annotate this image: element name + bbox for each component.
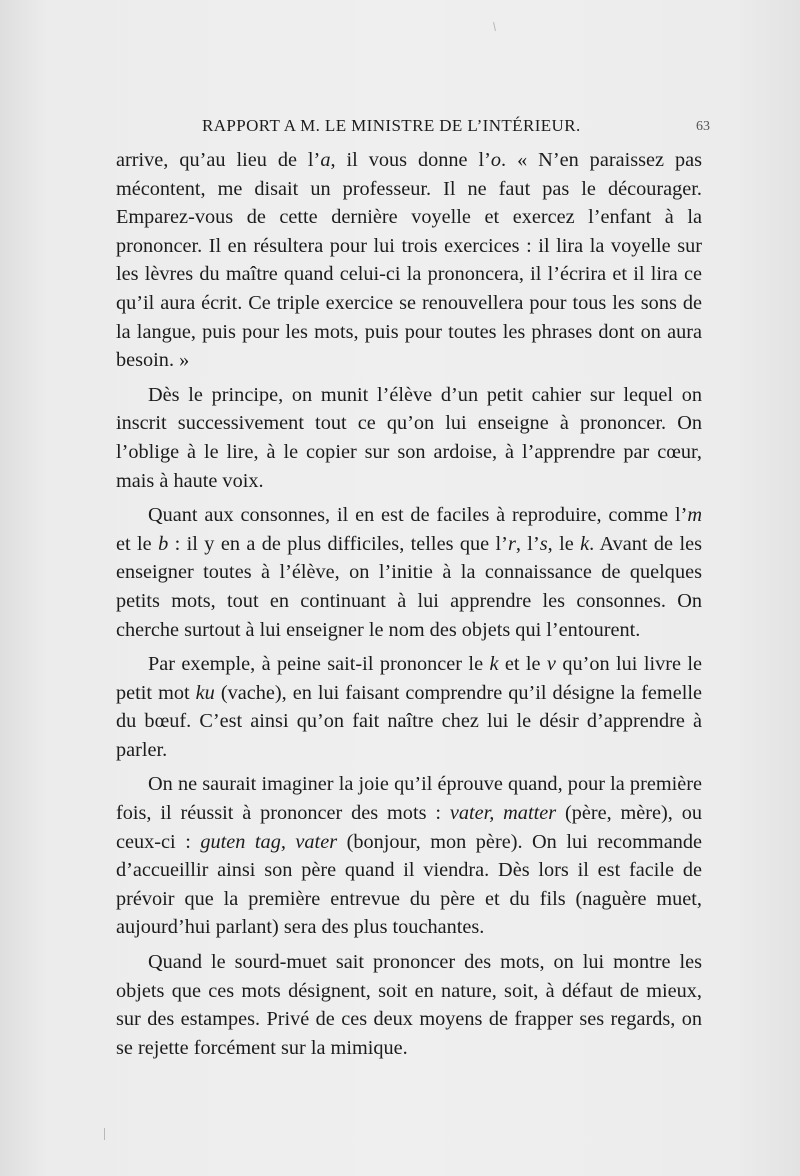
- paper-mark: [493, 22, 496, 31]
- paragraph: [116, 650, 702, 764]
- text-run: . Avant de les enseigner toutes à l’élève, on l’initie à la connaissance de quelques petits mots, tout en continuant à lui apprendre les consonnes. On cherche surtout à lui enseigner le nom des objets qui l’entourent.: [116, 532, 702, 641]
- text-run: Dès le principe, on munit l’élève d’un petit cahier sur lequel on inscrit successivement tout ce qu’on lui enseigne à prononcer. On l’oblige à le lire, à le copier sur son ardoise, à l’apprendre par cœur, mais à haute voix.: [116, 383, 702, 492]
- italic-text-run: k: [489, 653, 499, 676]
- text-run: et le: [498, 653, 547, 676]
- text-run: et le: [116, 532, 159, 555]
- italic-text-run: v: [546, 653, 556, 676]
- paragraph: [116, 381, 702, 495]
- text-run: , il vous donne l’: [330, 149, 491, 171]
- text-run: (bonjour, mon père). On lui recommande d’accueillir ainsi son père quand il viendra. Dès lors il est facile de prévoir que la première entrevue du père et du fils (naguère muet, aujourd’hui parlant) sera des plus touchantes.: [116, 830, 702, 939]
- text-run: , l’: [515, 532, 540, 555]
- italic-text-run: b: [158, 532, 169, 555]
- paragraph: [116, 146, 702, 375]
- italic-text-run: guten tag, vater: [200, 830, 338, 853]
- paper-mark: [104, 1128, 105, 1140]
- body-text: [116, 146, 702, 1062]
- text-run: qu’on lui livre le petit mot: [116, 653, 703, 704]
- text-run: arrive, qu’au lieu de l’: [116, 149, 321, 171]
- text-run: (vache), en lui faisant comprendre qu’il désigne la femelle du bœuf. C’est ainsi qu’on fait naître chez lui le désir d’apprendre à parler.: [116, 681, 702, 761]
- italic-text-run: s: [539, 532, 548, 555]
- italic-text-run: vater, matter: [449, 802, 557, 825]
- text-run: : il y en a de plus difficiles, telles que l’: [168, 532, 508, 555]
- paragraph: [116, 501, 702, 644]
- running-header: [118, 116, 710, 140]
- running-title: RAPPORT A M. LE MINISTRE DE L’INTÉRIEUR.: [202, 116, 581, 135]
- text-run: . « N’en paraissez pas mécontent, me disait un professeur. Il ne faut pas le décourager. Emparez-vous de cette dernière voyelle et exercez l’enfant à la prononcer. Il en résultera pour lui trois exercices : il lira la voyelle sur les lèvres du maître quand celui-ci la prononcera, il l’écrira et il lira ce qu’il aura écrit. Ce triple exercice se renouvellera pour tous les sons de la langue, puis pour les mots, puis pour toutes les phrases dont on aura besoin. »: [116, 149, 702, 372]
- text-run: , le: [547, 532, 581, 555]
- text-run: Quant aux consonnes, il en est de faciles à reproduire, comme l’: [148, 504, 688, 527]
- italic-text-run: r: [507, 532, 516, 555]
- italic-text-run: ku: [195, 681, 215, 704]
- paragraph: [116, 948, 702, 1062]
- italic-text-run: k: [580, 532, 590, 555]
- text-run: (père, mère), ou ceux-ci :: [116, 802, 703, 853]
- page-number: 63: [696, 119, 710, 134]
- italic-text-run: m: [687, 504, 702, 527]
- paragraph: [116, 770, 702, 942]
- text-run: Par exemple, à peine sait-il prononcer le: [148, 653, 490, 676]
- italic-text-run: a: [320, 149, 331, 171]
- text-run: Quand le sourd-muet sait prononcer des mots, on lui montre les objets que ces mots désignent, soit en nature, soit, à défaut de mieux, sur des estampes. Privé de ces deux moyens de frapper ses regards, on se rejette forcément sur la mimique.: [116, 951, 702, 1059]
- italic-text-run: o: [490, 149, 502, 171]
- text-run: On ne saurait imaginer la joie qu’il éprouve quand, pour la première fois, il réussit à prononcer des mots :: [116, 773, 702, 825]
